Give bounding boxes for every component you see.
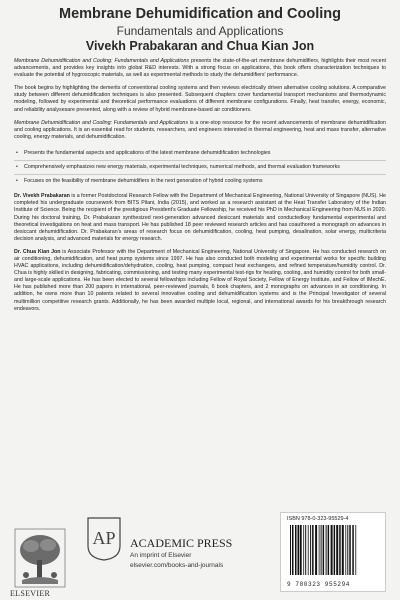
feature-item: • Presents the fundamental aspects and applications of the latest membrane dehumidification technologies <box>14 147 386 161</box>
barcode-bar <box>303 525 304 575</box>
book-title: Membrane Dehumidification and Cooling <box>59 6 341 22</box>
publisher-imprint: An imprint of Elsevier <box>130 552 192 559</box>
author-bio-prabakaran <box>14 193 386 243</box>
ap-monogram: AP <box>92 528 116 548</box>
barcode-bar <box>345 525 346 575</box>
barcode-bar <box>300 525 302 575</box>
barcode-bar <box>321 525 322 575</box>
publisher-name: ACADEMIC PRESS <box>130 536 233 550</box>
barcode-bar <box>334 525 336 575</box>
publisher-block <box>130 536 232 570</box>
book-subtitle: Fundamentals and Applications <box>116 24 284 38</box>
resource-book-title: Membrane Dehumidification and Cooling: Fundamentals and Applications <box>14 119 189 126</box>
barcode-bar <box>310 525 311 575</box>
intro-paragraph <box>14 58 386 79</box>
barcode-bar <box>342 525 344 575</box>
barcode-bar <box>328 525 330 575</box>
cover-footer <box>0 488 400 600</box>
barcode-bar <box>336 525 338 575</box>
bio-text: is Associate Professor with the Department of Mechanical Engineering, National University of Singapore. He has conducted research on air conditioning, dehumidification, and heat pump systems since 1997. He has also conducted both modeling and experimental works for specific building HVAC applications, including dehumidification/dehydration, cooling, heat pumping, compact heat exchangers, and refined temperature/humidity control. Dr. Chua is highly skilled in designing, fabricating, commissioning, and testing many experimental test-rigs for heating, cooling, and humidity control for both small- and large-scale applications. He has been elected to several fellowships including Fellow of Royal Society, Fellow of Energy Institute, and Fellow of IMechE. He has published more than 200 papers in international, peer-reviewed journals, 6 book chapters, and 2 monographs on advances in air conditioning. In addition, he owns more than 10 patents related to several innovative cooling and dehumidification systems and is the Principal Investigator of several multimillion competitive research grants. Additionally, he has been awarded multiple local, regional, and international awards for his breakthrough research endeavors. <box>14 248 386 312</box>
barcode-bar <box>349 525 351 575</box>
elsevier-wordmark: ELSEVIER <box>10 589 51 598</box>
book-authors: Vivekh Prabakaran and Chua Kian Jon <box>85 39 315 53</box>
feature-list <box>14 147 386 188</box>
barcode-bar <box>295 525 297 575</box>
bio-name: Dr. Chua Kian Jon <box>14 248 61 255</box>
barcode-bar <box>298 525 300 575</box>
isbn-barcode <box>280 512 386 592</box>
barcode-bar <box>326 525 327 575</box>
barcode-bar <box>331 525 333 575</box>
barcode-bar <box>319 525 320 575</box>
publisher-url: elsevier.com/books-and-journals <box>130 562 224 569</box>
author-bio-chua <box>14 249 386 313</box>
barcode-bar <box>290 525 291 575</box>
resource-paragraph <box>14 120 386 141</box>
barcode-bars <box>289 525 377 575</box>
barcode-bar <box>308 525 309 575</box>
bio-text: is a former Postdoctoral Research Fellow with the Department of Mechanical Engineering, National University of Singapore (NUS). He completed his undergraduate coursework from BITS Pilani, India (2015), and worked as a research assistant at the Heat Transfer Laboratory of the Indian Institute of Science. Being the recipient of the prestigious President's Graduate Fellowship, he received his PhD in Mechanical Engineering from NUS in 2020. During his doctoral training, Dr. Prabakaran synthesized next-generation advanced desiccant materials and conductedkey fundamental experimental and theoretical investigations on heat and mass transport. He has published 18 peer reviewed research articles and has coauthored a monograph on advances in desiccant dehumidification. Dr. Prabakaran's areas of research focus on dehumidification, cooling, heat pumping, desalination, solar energy, multicriteria decision analysis, and advanced materials for energy research. <box>14 193 386 242</box>
resource-text: is a one-stop resource for the recent advancements of membrane dehumidification and cooling applications. It is an essential read for students, researchers, and engineers interested in thermal engineering, heat and mass transfer, alternative cooling, energy materials, and dehumidification. <box>14 119 386 140</box>
barcode-bar <box>347 525 348 575</box>
barcode-bar <box>305 525 306 575</box>
ean-number: 9 780323 955294 <box>287 581 351 588</box>
feature-item: • Focuses on the feasibility of membrane dehumidifiers in the next generation of hybrid cooling systems <box>14 175 386 188</box>
barcode-bar <box>323 525 325 575</box>
barcode-bar <box>355 525 356 575</box>
barcode-bar <box>292 525 294 575</box>
barcode-bar <box>352 525 354 575</box>
isbn-label: ISBN 978-0-323-95529-4 <box>287 516 349 522</box>
overview-paragraph: The book begins by highlighting the demerits of conventional cooling systems and then reviews electrically driven alternative cooling solutions. A comparative study between different dehumidification techniques is also presented. Subsequent chapters cover fundamental transport mechanisms and thermodynamic modeling, followed by experimental and theoretical performance evaluations of different membrane configurations. Finally, heat transfer, energy, economic, and reliability analysesare presented, along with a review of hybrid membrane-based air conditioners. <box>14 85 386 113</box>
elsevier-tree-logo-icon <box>14 528 66 588</box>
barcode-bar <box>315 525 317 575</box>
intro-book-title: Membrane Dehumidification and Cooling: Fundamentals and Applications <box>14 58 190 64</box>
feature-item: • Comprehensively emphasizes new energy materials, experimental techniques, numerical methods, and thermal evaluation frameworks <box>14 161 386 175</box>
academic-press-logo-icon <box>84 516 124 562</box>
intro-text: presents the state-of-the-art membrane dehumidifiers, highlights their most recent advancements, and provides key insights into global R&D interests. With a strong focus on applications, this book offers characterization techniques to evaluate the potential of hygroscopic materials, as well as experimental methods to study the dehumidifiers' performance. <box>14 58 386 79</box>
bio-name: Dr. Vivekh Prabakaran <box>14 193 70 200</box>
barcode-bar <box>312 525 314 575</box>
barcode-bar <box>339 525 341 575</box>
